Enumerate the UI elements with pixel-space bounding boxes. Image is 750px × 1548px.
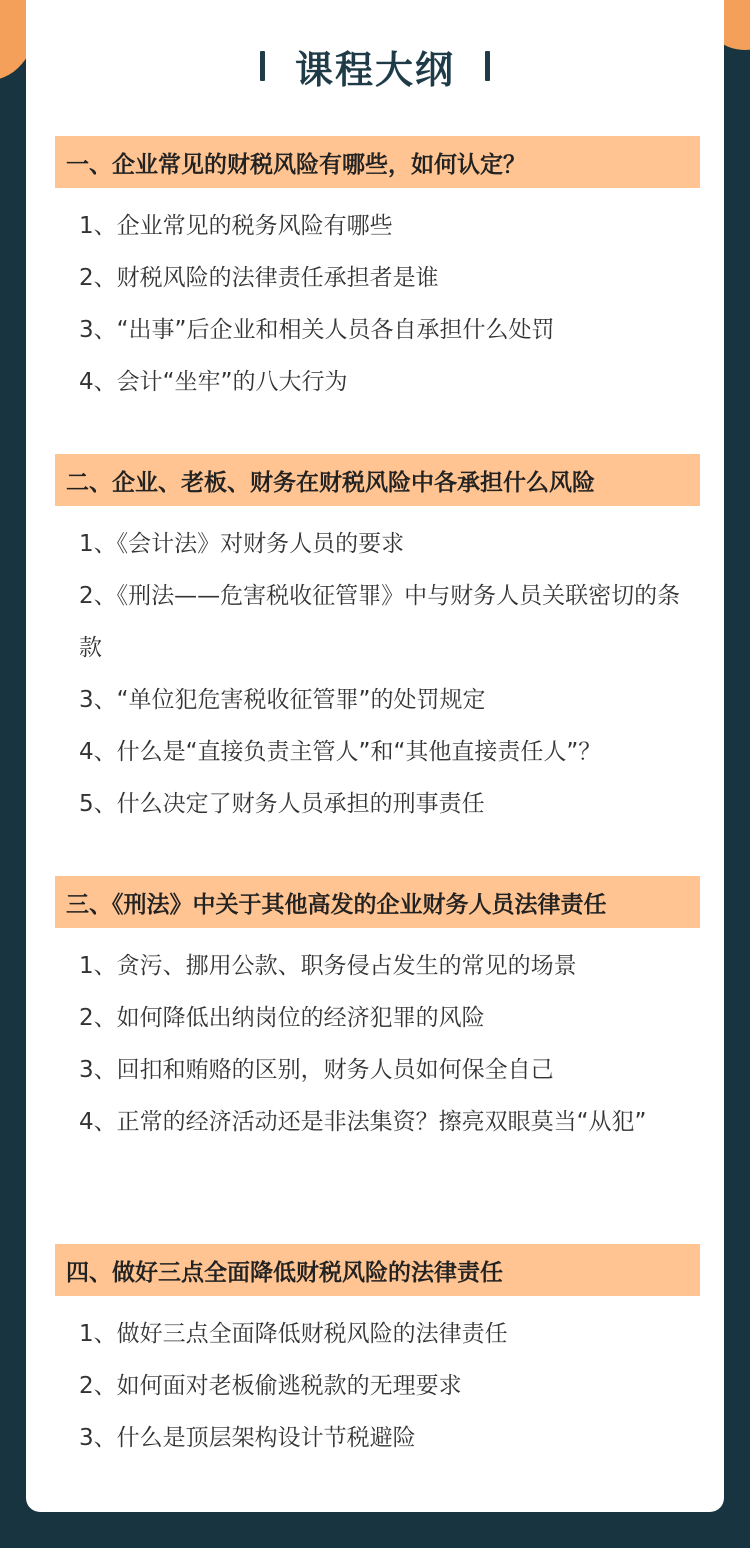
list-item: 4、正常的经济活动还是非法集资？擦亮双眼莫当“从犯” xyxy=(79,1109,647,1135)
content-card xyxy=(26,0,724,1512)
list-item: 1、企业常见的税务风险有哪些 xyxy=(79,213,393,239)
section-items xyxy=(55,1308,700,1464)
title-row xyxy=(26,40,724,92)
list-item: 3、什么是顶层架构设计节税避险 xyxy=(79,1425,416,1451)
section-items xyxy=(55,200,700,408)
list-item: 5、什么决定了财务人员承担的刑事责任 xyxy=(79,791,485,817)
list-item: 2、如何面对老板偷逃税款的无理要求 xyxy=(79,1373,462,1399)
section-heading: 一、企业常见的财税风险有哪些，如何认定？ xyxy=(55,136,700,188)
list-item: 3、回扣和贿赂的区别，财务人员如何保全自己 xyxy=(79,1057,554,1083)
list-item: 4、什么是“直接负责主管人”和“其他直接责任人”？ xyxy=(79,739,602,765)
list-item: 2、《刑法——危害税收征管罪》中与财务人员关联密切的条款 xyxy=(79,583,681,661)
section-4 xyxy=(55,1244,700,1464)
list-item: 3、“出事”后企业和相关人员各自承担什么处罚 xyxy=(79,317,555,343)
list-item: 2、财税风险的法律责任承担者是谁 xyxy=(79,265,439,291)
title-bar-right xyxy=(485,51,490,81)
section-heading: 四、做好三点全面降低财税风险的法律责任 xyxy=(55,1244,700,1296)
section-2 xyxy=(55,454,700,830)
list-item: 3、“单位犯危害税收征管罪”的处罚规定 xyxy=(79,687,486,713)
list-item: 2、如何降低出纳岗位的经济犯罪的风险 xyxy=(79,1005,485,1031)
section-heading: 三、《刑法》中关于其他高发的企业财务人员法律责任 xyxy=(55,876,700,928)
list-item: 4、会计“坐牢”的八大行为 xyxy=(79,369,348,395)
list-item: 1、贪污、挪用公款、职务侵占发生的常见的场景 xyxy=(79,953,577,979)
section-3 xyxy=(55,876,700,1148)
title-bar-left xyxy=(260,51,265,81)
list-item: 1、做好三点全面降低财税风险的法律责任 xyxy=(79,1321,508,1347)
section-items xyxy=(55,518,700,830)
section-heading: 二、企业、老板、财务在财税风险中各承担什么风险 xyxy=(55,454,700,506)
list-item: 1、《会计法》对财务人员的要求 xyxy=(79,531,405,557)
page-title: 课程大纲 xyxy=(294,47,455,92)
section-items xyxy=(55,940,700,1148)
section-1 xyxy=(55,136,700,408)
